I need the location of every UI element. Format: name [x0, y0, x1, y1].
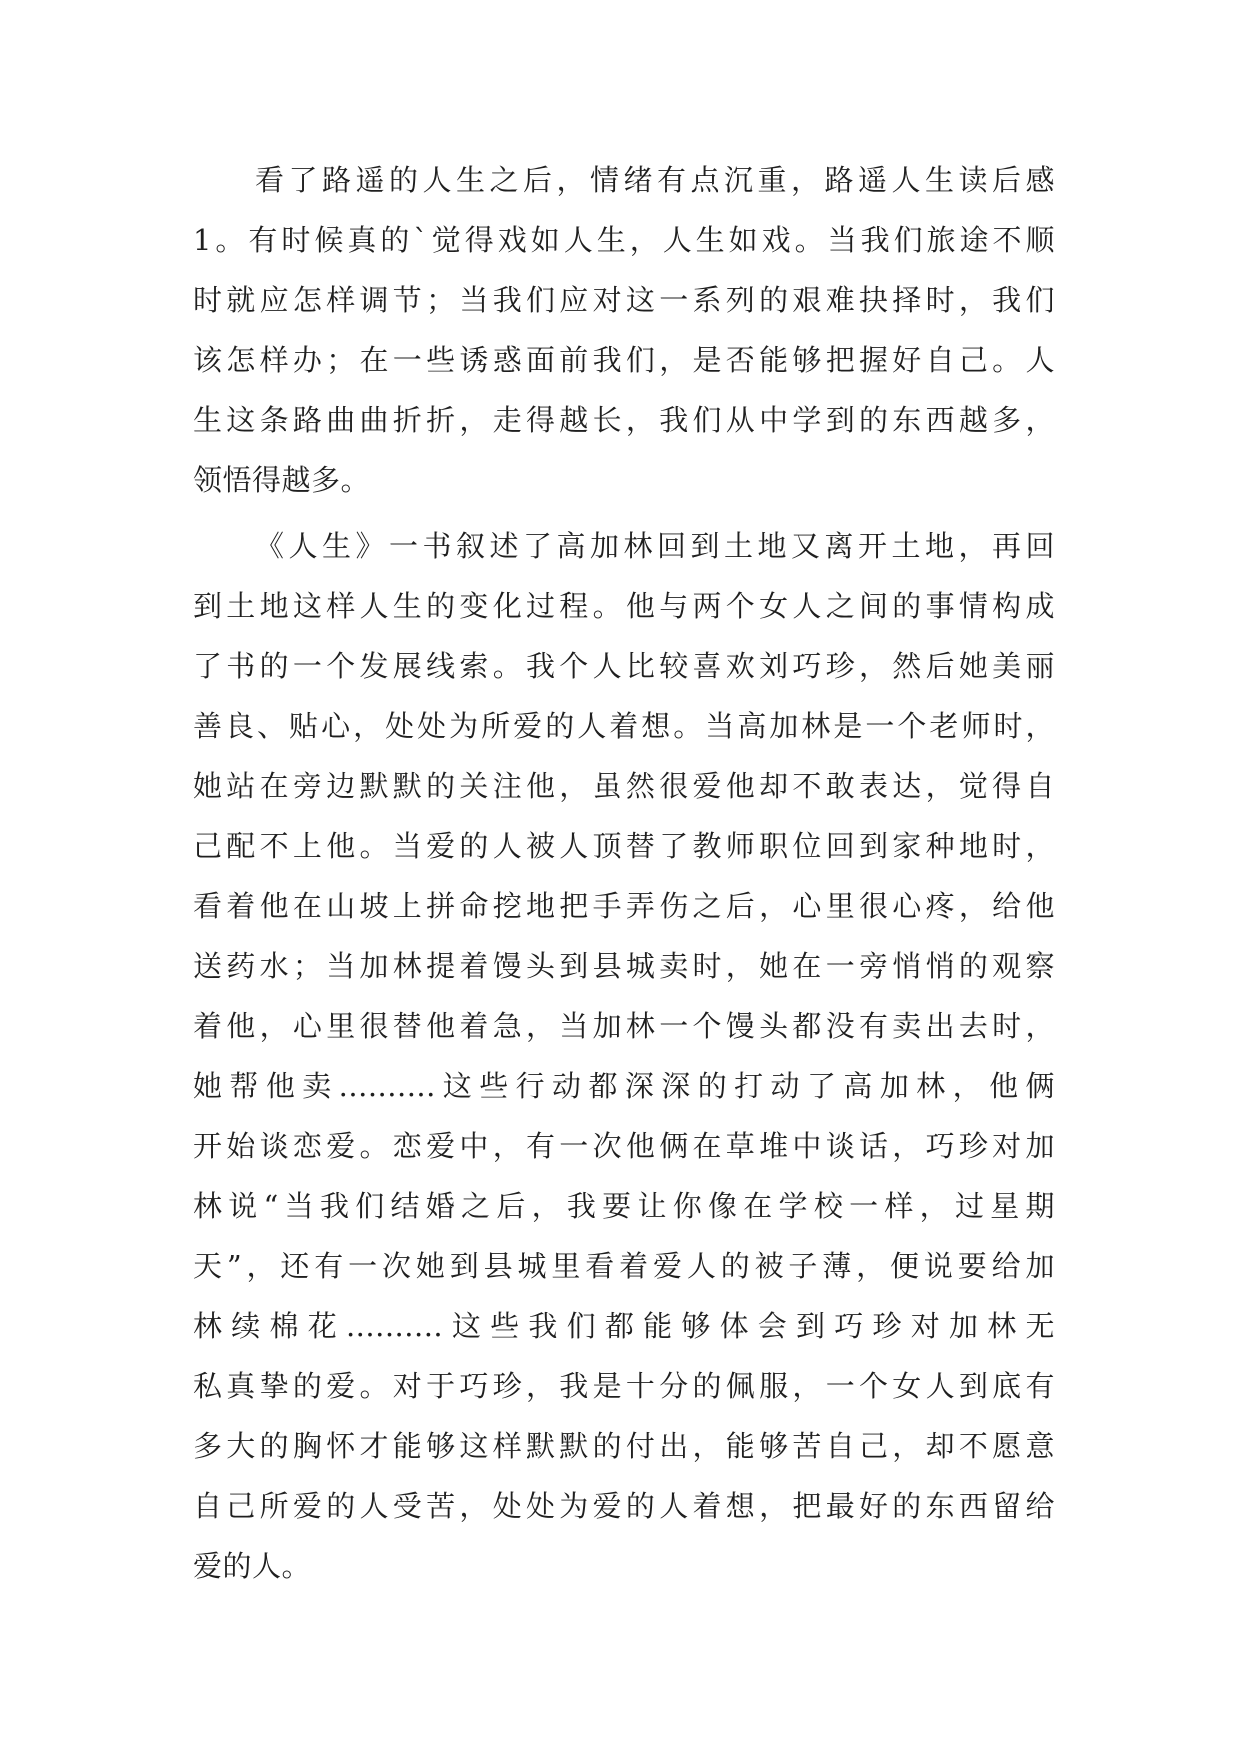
paragraph-line: 林说“当我们结婚之后，我要让你像在学校一样，过星期	[193, 1189, 1055, 1223]
paragraph-line: 开始谈恋爱。恋爱中，有一次他俩在草堆中谈话，巧珍对加	[193, 1129, 1055, 1163]
paragraph-line: 她帮他卖..........这些行动都深深的打动了高加林，他俩	[193, 1069, 1055, 1103]
paragraph-line: 到土地这样人生的变化过程。他与两个女人之间的事情构成	[193, 589, 1055, 623]
paragraph-line: 天”，还有一次她到县城里看着爱人的被子薄，便说要给加	[193, 1249, 1055, 1283]
paragraph-line: 私真挚的爱。对于巧珍，我是十分的佩服，一个女人到底有	[193, 1369, 1055, 1403]
paragraph-line: 多大的胸怀才能够这样默默的付出，能够苦自己，却不愿意	[193, 1429, 1055, 1463]
paragraph-line: 着他，心里很替他着急，当加林一个馒头都没有卖出去时，	[193, 1009, 1055, 1043]
paragraph-line: 看了路遥的人生之后，情绪有点沉重，路遥人生读后感	[255, 163, 1055, 197]
paragraph-line: 时就应怎样调节；当我们应对这一系列的艰难抉择时，我们	[193, 283, 1055, 317]
paragraph-line: 爱的人。	[193, 1549, 312, 1583]
paragraph-line: 1。有时候真的`觉得戏如人生，人生如戏。当我们旅途不顺	[193, 223, 1055, 257]
paragraph-2	[193, 524, 1055, 1604]
paragraph-line: 林续棉花..........这些我们都能够体会到巧珍对加林无	[193, 1309, 1055, 1343]
paragraph-line: 送药水；当加林提着馒头到县城卖时，她在一旁悄悄的观察	[193, 949, 1055, 983]
paragraph-line: 该怎样办；在一些诱惑面前我们，是否能够把握好自己。人	[193, 343, 1055, 377]
document-body	[193, 158, 1055, 1604]
paragraph-1	[193, 158, 1055, 518]
paragraph-line: 看着他在山坡上拼命挖地把手弄伤之后，心里很心疼，给他	[193, 889, 1055, 923]
paragraph-line: 自己所爱的人受苦，处处为爱的人着想，把最好的东西留给	[193, 1489, 1055, 1523]
paragraph-line: 《人生》一书叙述了高加林回到土地又离开土地，再回	[255, 529, 1055, 563]
paragraph-line: 了书的一个发展线索。我个人比较喜欢刘巧珍，然后她美丽	[193, 649, 1055, 683]
paragraph-line: 她站在旁边默默的关注他，虽然很爱他却不敢表达，觉得自	[193, 769, 1055, 803]
paragraph-line: 善良、贴心，处处为所爱的人着想。当高加林是一个老师时，	[193, 709, 1055, 743]
paragraph-line: 领悟得越多。	[193, 463, 371, 497]
paragraph-line: 生这条路曲曲折折，走得越长，我们从中学到的东西越多，	[193, 403, 1055, 437]
paragraph-line: 己配不上他。当爱的人被人顶替了教师职位回到家种地时，	[193, 829, 1055, 863]
